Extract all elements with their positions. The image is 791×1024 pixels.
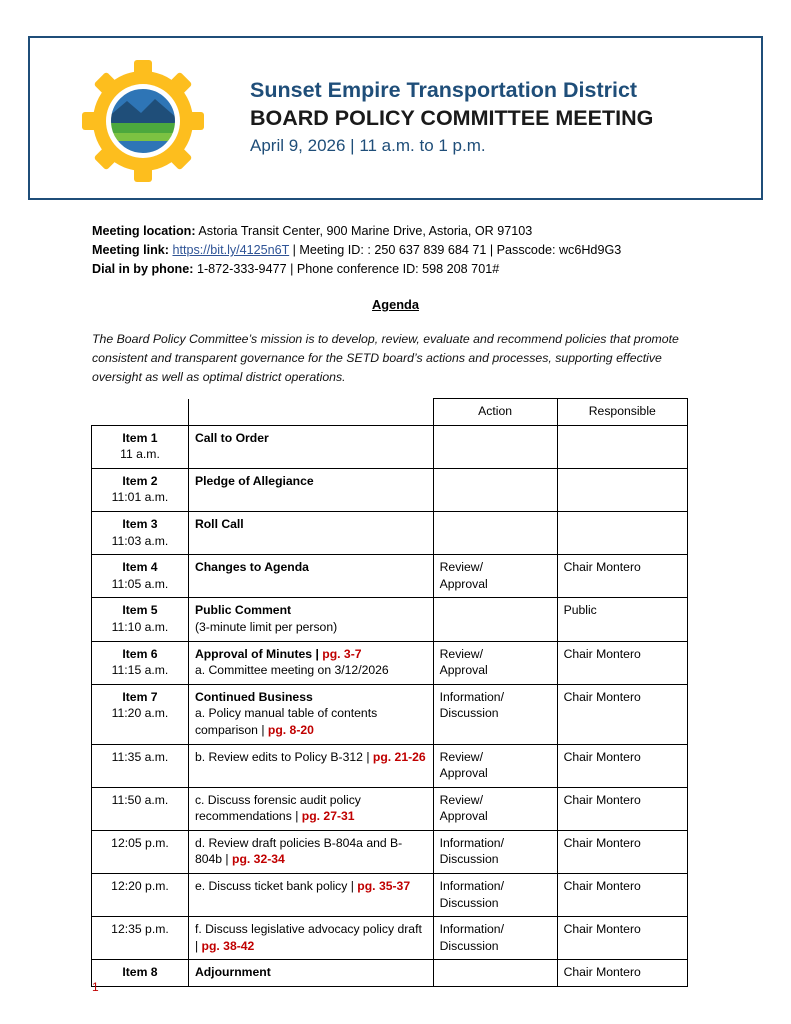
item-time: 11:15 a.m. [111,663,169,678]
item-time: 12:35 p.m. [111,922,169,937]
table-row [92,511,688,554]
action-line: Review/ [439,749,483,764]
header-cell-description [188,399,433,426]
cell-action [433,917,557,960]
page-reference: pg. 32-34 [232,852,285,867]
action-line: Review/ [439,560,483,575]
organization-name: Sunset Empire Transportation District [250,78,638,102]
item-number: Item 5 [122,603,158,618]
cell-item-time [92,598,189,641]
cell-description [188,511,433,554]
item-time: 11:05 a.m. [111,576,169,591]
item-number: Item 1 [122,430,158,445]
description-line: a. Committee meeting on 3/12/2026 [194,663,389,678]
meeting-title: BOARD POLICY COMMITTEE MEETING [250,105,654,130]
cell-responsible: Chair Montero [557,917,687,960]
action-line: Discussion [439,938,499,953]
cell-item-time [92,960,189,987]
action-line: Discussion [439,706,499,721]
cell-description [188,874,433,917]
cell-item-time [92,468,189,511]
cell-responsible: Chair Montero [557,744,687,787]
description-title: Continued Business [194,689,313,704]
description-title: Pledge of Allegiance [194,473,314,488]
item-time: 11 a.m. [120,447,160,462]
cell-action [433,598,557,641]
cell-description [188,684,433,744]
cell-description [188,641,433,684]
item-number: Item 6 [122,646,158,661]
description-line: e. Discuss ticket bank policy | pg. 35-37 [194,879,411,894]
mission-statement: The Board Policy Committee’s mission is to develop, review, evaluate and recommend policies that promote consistent and transparent governance for the SETD board’s actions and processes, supporting effective oversight as well as optimal district operations. [92,332,679,385]
cell-responsible [557,511,687,554]
cell-item-time [92,641,189,684]
item-time: 11:20 a.m. [111,706,169,721]
table-row [92,917,688,960]
meeting-link-url[interactable]: https://bit.ly/4125n6T [172,243,290,258]
action-line: Review/ [439,646,483,661]
cell-item-time [92,830,189,873]
item-time: 12:20 p.m. [111,879,169,894]
cell-action [433,830,557,873]
table-row [92,641,688,684]
description-line: f. Discuss legislative advocacy policy draft | pg. 38-42 [194,922,422,953]
cell-responsible: Public [557,598,687,641]
agenda-heading: Agenda [372,297,419,312]
action-line: Information/ [439,922,504,937]
cell-description [188,598,433,641]
setd-gear-logo-icon [78,60,208,182]
item-number: Item 7 [122,689,158,704]
item-time: 11:10 a.m. [111,619,169,634]
page-reference: pg. 38-42 [201,938,255,953]
meeting-link-line [92,241,732,260]
dial-in-label: Dial in by phone: [92,262,194,277]
meeting-location-line [92,222,732,241]
page-number: 1 [92,980,99,994]
cell-action [433,744,557,787]
meeting-info [92,222,732,279]
cell-item-time [92,684,189,744]
action-line: Approval [439,766,488,781]
cell-responsible: Chair Montero [557,641,687,684]
cell-responsible [557,468,687,511]
item-number: Item 2 [122,473,158,488]
description-line: d. Review draft policies B-804a and B-804b | pg. 32-34 [194,835,403,867]
page-reference: pg. 35-37 [357,879,411,894]
page-reference: pg. 8-20 [267,722,314,737]
cell-item-time [92,425,189,468]
cell-description [188,555,433,598]
description-title: Call to Order [194,430,269,445]
description-line: b. Review edits to Policy B-312 | pg. 21-26 [194,749,426,764]
cell-responsible: Chair Montero [557,830,687,873]
header-banner [28,36,763,200]
cell-description [188,917,433,960]
cell-action [433,468,557,511]
table-row [92,874,688,917]
cell-action [433,425,557,468]
description-title: Adjournment [194,965,271,980]
meeting-link-rest: | Meeting ID: : 250 637 839 684 71 | Passcode: wc6Hd9G3 [289,243,622,258]
action-line: Information/ [439,689,504,704]
table-row [92,555,688,598]
cell-responsible: Chair Montero [557,874,687,917]
header-cell-responsible: Responsible [557,399,687,426]
item-time: 11:50 a.m. [111,792,169,807]
header-cell-action: Action [433,399,557,426]
cell-action [433,555,557,598]
cell-item-time [92,874,189,917]
description-line: (3-minute limit per person) [194,619,338,634]
action-line: Information/ [439,879,504,894]
table-row [92,960,688,987]
action-line: Approval [439,809,488,824]
meeting-location-label: Meeting location: [92,224,196,238]
description-line: c. Discuss forensic audit policy recommendations | pg. 27-31 [194,792,361,824]
cell-responsible: Chair Montero [557,960,687,987]
cell-action [433,960,557,987]
page-reference: pg. 3-7 [322,646,362,661]
action-line: Review/ [439,792,483,807]
meeting-link-label: Meeting link: [92,243,169,258]
cell-responsible: Chair Montero [557,555,687,598]
cell-action [433,511,557,554]
cell-description [188,787,433,830]
cell-responsible: Chair Montero [557,787,687,830]
item-number: Item 3 [122,516,158,531]
header-text-block [250,78,750,156]
action-line: Information/ [439,835,504,850]
page-reference: pg. 21-26 [372,749,426,764]
table-row [92,787,688,830]
description-title: Roll Call [194,516,244,531]
cell-description [188,425,433,468]
agenda-table [91,398,688,987]
table-row [92,425,688,468]
table-row [92,830,688,873]
cell-description [188,744,433,787]
cell-responsible: Chair Montero [557,684,687,744]
item-number: Item 4 [122,560,158,575]
meeting-date: April 9, 2026 | 11 a.m. to 1 p.m. [250,135,486,155]
meeting-location-value: Astoria Transit Center, 900 Marine Drive, Astoria, OR 97103 [195,224,533,238]
cell-item-time [92,787,189,830]
header-cell-item [92,399,189,426]
item-time: 11:03 a.m. [111,533,169,548]
action-line: Discussion [439,852,499,867]
action-line: Discussion [439,895,499,910]
table-row [92,744,688,787]
item-number: Item 8 [122,965,158,980]
dial-in-line [92,260,732,279]
cell-item-time [92,511,189,554]
cell-item-time [92,744,189,787]
description-line: a. Policy manual table of contents comparison | pg. 8-20 [194,706,378,737]
description-title: Approval of Minutes | pg. 3-7 [194,646,362,661]
cell-action [433,787,557,830]
cell-item-time [92,555,189,598]
cell-responsible [557,425,687,468]
action-line: Approval [439,576,488,591]
cell-description [188,830,433,873]
table-row [92,468,688,511]
cell-action [433,641,557,684]
description-title: Public Comment [194,603,292,618]
item-time: 12:05 p.m. [111,835,169,850]
table-row [92,684,688,744]
table-row [92,598,688,641]
page-reference: pg. 27-31 [301,809,355,824]
cell-description [188,960,433,987]
item-time: 11:35 a.m. [111,749,169,764]
cell-action [433,684,557,744]
cell-description [188,468,433,511]
action-line: Approval [439,663,488,678]
cell-action [433,874,557,917]
item-time: 11:01 a.m. [111,490,169,505]
cell-item-time [92,917,189,960]
table-header-row [92,399,688,426]
description-title: Changes to Agenda [194,560,309,575]
dial-in-value: 1-872-333-9477 | Phone conference ID: 598 208 701# [193,262,500,277]
